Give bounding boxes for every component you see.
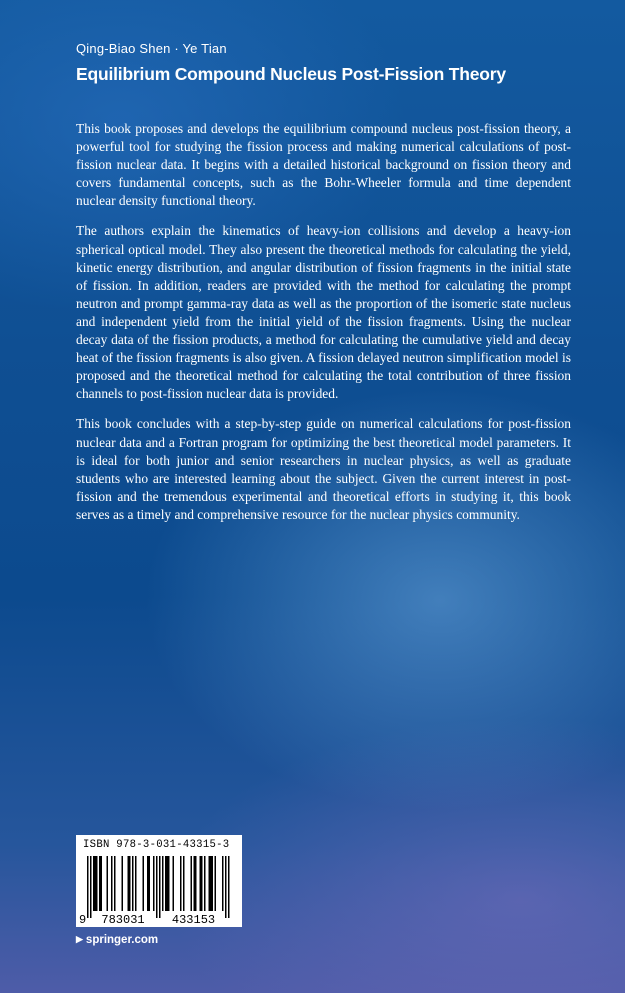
barcode-bar (162, 856, 164, 911)
barcode-bar (204, 856, 206, 911)
barcode-icon (76, 855, 242, 927)
barcode-bar (195, 856, 197, 911)
barcode-bar (132, 856, 134, 911)
barcode-bar (147, 856, 149, 911)
barcode-digits: 783031 (101, 913, 145, 927)
barcode-bar (93, 856, 95, 911)
blurb-paragraph-2: The authors explain the kinematics of heavy-ion collisions and develop a heavy-ion spherical optical model. They also present the theoretical methods for calculating the yield, kinetic energy distribution, and angular distribution of fission fragments in the initial state of fission. In addition, readers are provided with the method for calculating the prompt neutron and prompt gamma-ray data as well as the proportion of the isomeric state nucleus and independent yield from the initial yield of the fission fragments. Using the nuclear decay data of the fission products, a method for calculating the cumulative yield and decay heat of the fission fragments is also given. A fission delayed neutron simplification model is proposed and the theoretical method for calculating the total contribution of three fission channels to post-fission nuclear data is provided. (76, 223, 571, 402)
barcode-bar (122, 856, 124, 911)
barcode-bar (90, 856, 92, 918)
arrow-right-icon: ▶ (76, 934, 83, 944)
barcode-bar (111, 856, 113, 911)
barcode-bar (167, 856, 169, 911)
barcode-bar (212, 856, 214, 911)
barcode-bar (149, 856, 151, 911)
barcode-bar (215, 856, 217, 911)
barcode-bar (159, 856, 161, 918)
barcode-bar (165, 856, 167, 911)
barcode-bar (228, 856, 230, 918)
barcode-bar (225, 856, 227, 918)
blurb-paragraph-3: This book concludes with a step-by-step guide on numerical calculations for post-fission nuclear data and a Fortran program for optimizing the best theoretical model parameters. It is ideal for both junior and senior researchers in nuclear physics, as well as graduate students who are interested learning about the subject. Given the current interest in post-fission and the tremendous experimental and theoretical efforts in studying it, this book serves as a timely and comprehensive resource for the nuclear physics community. (76, 416, 571, 522)
publisher-link[interactable] (76, 932, 158, 947)
barcode-bar (128, 856, 130, 911)
barcode-bar (135, 856, 137, 911)
barcode-bar (96, 856, 98, 911)
cover-header (76, 40, 596, 85)
barcode-bar (95, 856, 97, 911)
barcode-digits: 433153 (171, 913, 216, 927)
barcode-bar (87, 856, 89, 918)
barcode-bar (183, 856, 185, 911)
barcode-bar (168, 856, 170, 911)
blurb (76, 120, 571, 536)
barcode-bar (191, 856, 193, 911)
authors: Qing-Biao Shen · Ye Tian (76, 41, 227, 56)
barcode-bar (107, 856, 109, 911)
barcode-bar (173, 856, 175, 911)
barcode-bar (156, 856, 158, 918)
barcode-bar (180, 856, 182, 911)
barcode-bar (222, 856, 224, 911)
book-title: Equilibrium Compound Nucleus Post-Fission Theory (76, 64, 506, 84)
isbn-barcode (76, 835, 242, 927)
publisher-website: springer.com (85, 934, 159, 946)
barcode-bar (129, 856, 131, 911)
barcode-digits: 9 (79, 913, 87, 927)
barcode-bar (99, 856, 101, 911)
barcode-bar (114, 856, 116, 911)
blurb-paragraph-1: This book proposes and develops the equilibrium compound nucleus post-fission theory, a powerful tool for studying the fission process and making numerical calculations of post-fission nuclear data. It begins with a detailed historical background on fission theory and covers fundamental concepts, such as the Bohr-Wheeler formula and time dependent nuclear density functional theory. (76, 121, 571, 209)
barcode-bar (153, 856, 155, 911)
barcode-bar (194, 856, 196, 911)
barcode-bar (201, 856, 203, 911)
barcode-bar (200, 856, 202, 911)
barcode-bar (210, 856, 212, 911)
isbn-label: ISBN 978-3-031-43315-3 (83, 839, 230, 851)
barcode-bar (101, 856, 103, 911)
barcode-bar (143, 856, 145, 911)
barcode-bar (209, 856, 211, 911)
